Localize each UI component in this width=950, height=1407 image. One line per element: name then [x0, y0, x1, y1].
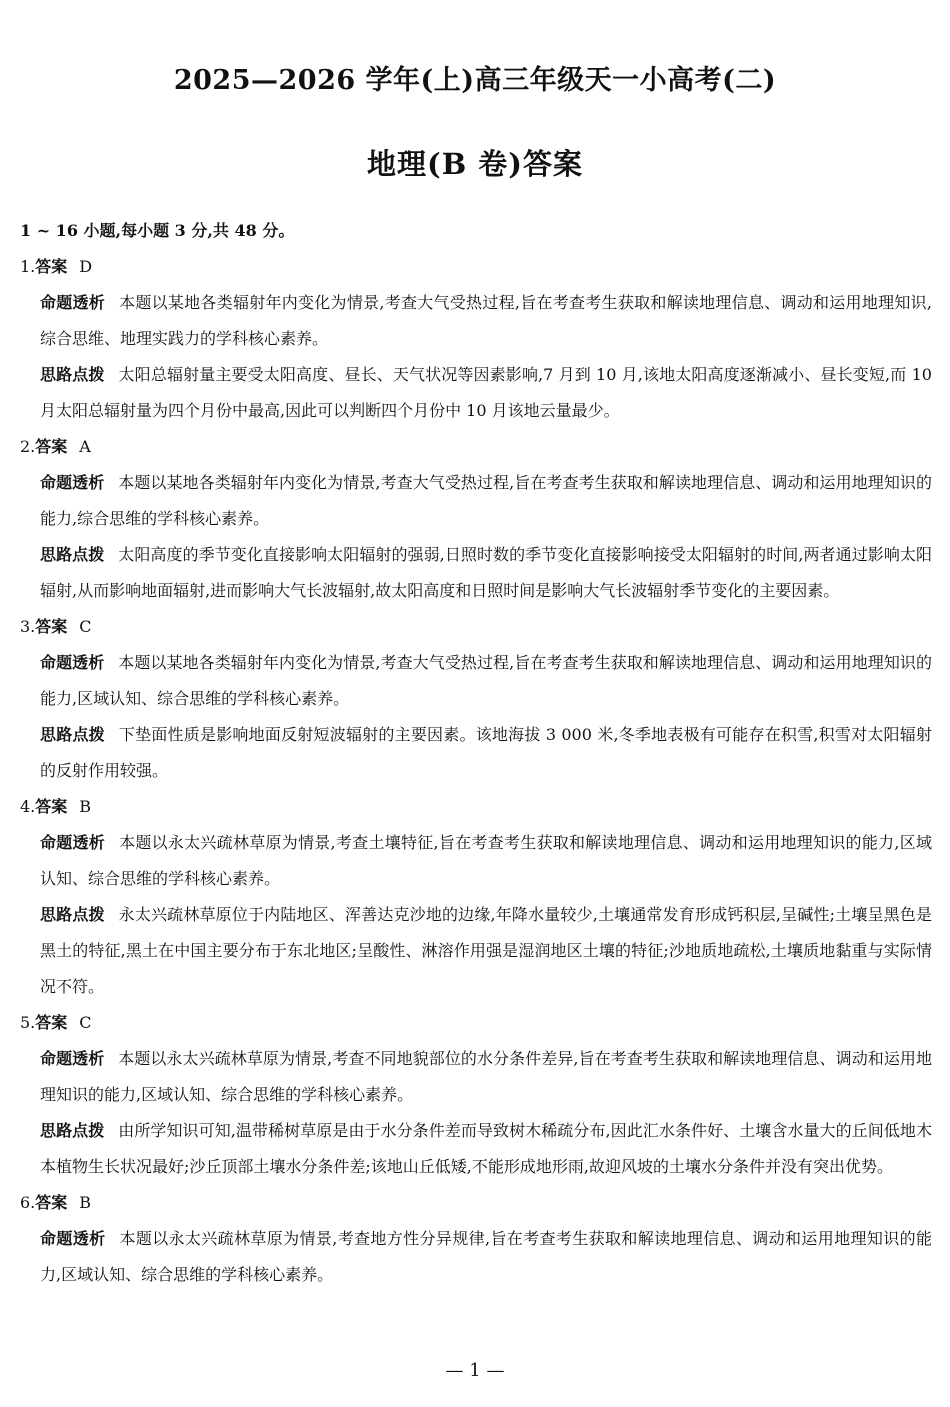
question-6-header — [20, 1185, 932, 1221]
answer-value: B — [79, 1193, 92, 1212]
hint-text: 由所学知识可知,温带稀树草原是由于水分条件差而导致树木稀疏分布,因此汇水条件好、土壤含水量大的丘间低地木本植物生长状况最好;沙丘顶部土壤水分条件差;该地山丘低矮,不能形成地形雨,故迎风坡的土壤水分条件并没有突出优势。 — [40, 1121, 932, 1176]
hint-text: 太阳总辐射量主要受太阳高度、昼长、天气状况等因素影响,7 月到 10 月,该地太阳高度逐渐减小、昼长变短,而 10 月太阳总辐射量为四个月份中最高,因此可以判断四个月份中 10 月该地云量最少。 — [40, 365, 932, 420]
question-number: 1. — [20, 257, 36, 276]
question-4-hint — [40, 897, 932, 1005]
answer-value: C — [79, 1013, 92, 1032]
question-4-analysis — [40, 825, 932, 897]
analysis-text: 本题以永太兴疏林草原为情景,考查土壤特征,旨在考查考生获取和解读地理信息、调动和运用地理知识的能力,区域认知、综合思维的学科核心素养。 — [40, 833, 932, 888]
hint-text: 永太兴疏林草原位于内陆地区、浑善达克沙地的边缘,年降水量较少,土壤通常发育形成钙积层,呈碱性;土壤呈黑色是黑土的特征,黑土在中国主要分布于东北地区;呈酸性、淋溶作用强是湿润地区土壤的特征;沙地质地疏松,土壤质地黏重与实际情况不符。 — [40, 905, 932, 996]
answer-value: C — [79, 617, 92, 636]
hint-label: 思路点拨 — [40, 545, 105, 564]
analysis-text: 本题以永太兴疏林草原为情景,考查不同地貌部位的水分条件差异,旨在考查考生获取和解读地理信息、调动和运用地理知识的能力,区域认知、综合思维的学科核心素养。 — [40, 1049, 932, 1104]
question-1-hint — [40, 357, 932, 429]
analysis-label: 命题透析 — [40, 1229, 106, 1248]
question-2-header — [20, 429, 932, 465]
hint-label: 思路点拨 — [40, 365, 105, 384]
question-6-analysis — [40, 1221, 932, 1293]
answer-label: 答案 — [35, 1193, 68, 1212]
question-5-hint — [40, 1113, 932, 1185]
question-number: 4. — [20, 797, 36, 816]
scoring-note: 1 ~ 16 小题,每小题 3 分,共 48 分。 — [20, 221, 295, 240]
hint-text: 太阳高度的季节变化直接影响太阳辐射的强弱,日照时数的季节变化直接影响接受太阳辐射的时间,两者通过影响太阳辐射,从而影响地面辐射,进而影响大气长波辐射,故太阳高度和日照时间是影响大气长波辐射季节变化的主要因素。 — [40, 545, 932, 600]
question-5-header — [20, 1005, 932, 1041]
analysis-text: 本题以某地各类辐射年内变化为情景,考查大气受热过程,旨在考查考生获取和解读地理信息、调动和运用地理知识的能力,综合思维的学科核心素养。 — [40, 473, 932, 528]
question-3-analysis — [40, 645, 932, 717]
analysis-label: 命题透析 — [40, 833, 106, 852]
question-3-hint — [40, 717, 932, 789]
question-number: 6. — [20, 1193, 36, 1212]
answer-label: 答案 — [35, 257, 68, 276]
analysis-label: 命题透析 — [40, 473, 105, 492]
answer-content — [20, 213, 932, 1293]
question-3-header — [20, 609, 932, 645]
question-number: 3. — [20, 617, 36, 636]
answer-label: 答案 — [35, 1013, 68, 1032]
analysis-label: 命题透析 — [40, 653, 105, 672]
document-title: 2025—2026 学年(上)高三年级天一小高考(二) — [173, 65, 777, 96]
analysis-label: 命题透析 — [40, 293, 106, 312]
answer-value: B — [79, 797, 92, 816]
question-1-analysis — [40, 285, 932, 357]
question-number: 2. — [20, 437, 36, 456]
hint-label: 思路点拨 — [40, 905, 105, 924]
question-5-analysis — [40, 1041, 932, 1113]
answer-value: D — [79, 257, 93, 276]
hint-text: 下垫面性质是影响地面反射短波辐射的主要因素。该地海拔 3 000 米,冬季地表极有可能存在积雪,积雪对太阳辐射的反射作用较强。 — [40, 725, 932, 780]
question-2-analysis — [40, 465, 932, 537]
answer-label: 答案 — [35, 617, 68, 636]
document-subtitle: 地理(B 卷)答案 — [366, 147, 584, 181]
hint-label: 思路点拨 — [40, 725, 105, 744]
question-number: 5. — [20, 1013, 36, 1032]
analysis-text: 本题以永太兴疏林草原为情景,考查地方性分异规律,旨在考查考生获取和解读地理信息、调动和运用地理知识的能力,区域认知、综合思维的学科核心素养。 — [40, 1229, 932, 1284]
page-number: — 1 — — [445, 1360, 505, 1381]
question-4-header — [20, 789, 932, 825]
hint-label: 思路点拨 — [40, 1121, 105, 1140]
analysis-text: 本题以某地各类辐射年内变化为情景,考查大气受热过程,旨在考查考生获取和解读地理信息、调动和运用地理知识的能力,区域认知、综合思维的学科核心素养。 — [40, 653, 932, 708]
question-2-hint — [40, 537, 932, 609]
answer-label: 答案 — [35, 437, 68, 456]
analysis-text: 本题以某地各类辐射年内变化为情景,考查大气受热过程,旨在考查考生获取和解读地理信息、调动和运用地理知识,综合思维、地理实践力的学科核心素养。 — [40, 293, 932, 348]
answer-label: 答案 — [35, 797, 68, 816]
analysis-label: 命题透析 — [40, 1049, 105, 1068]
answer-value: A — [79, 437, 91, 456]
question-1-header — [20, 249, 932, 285]
